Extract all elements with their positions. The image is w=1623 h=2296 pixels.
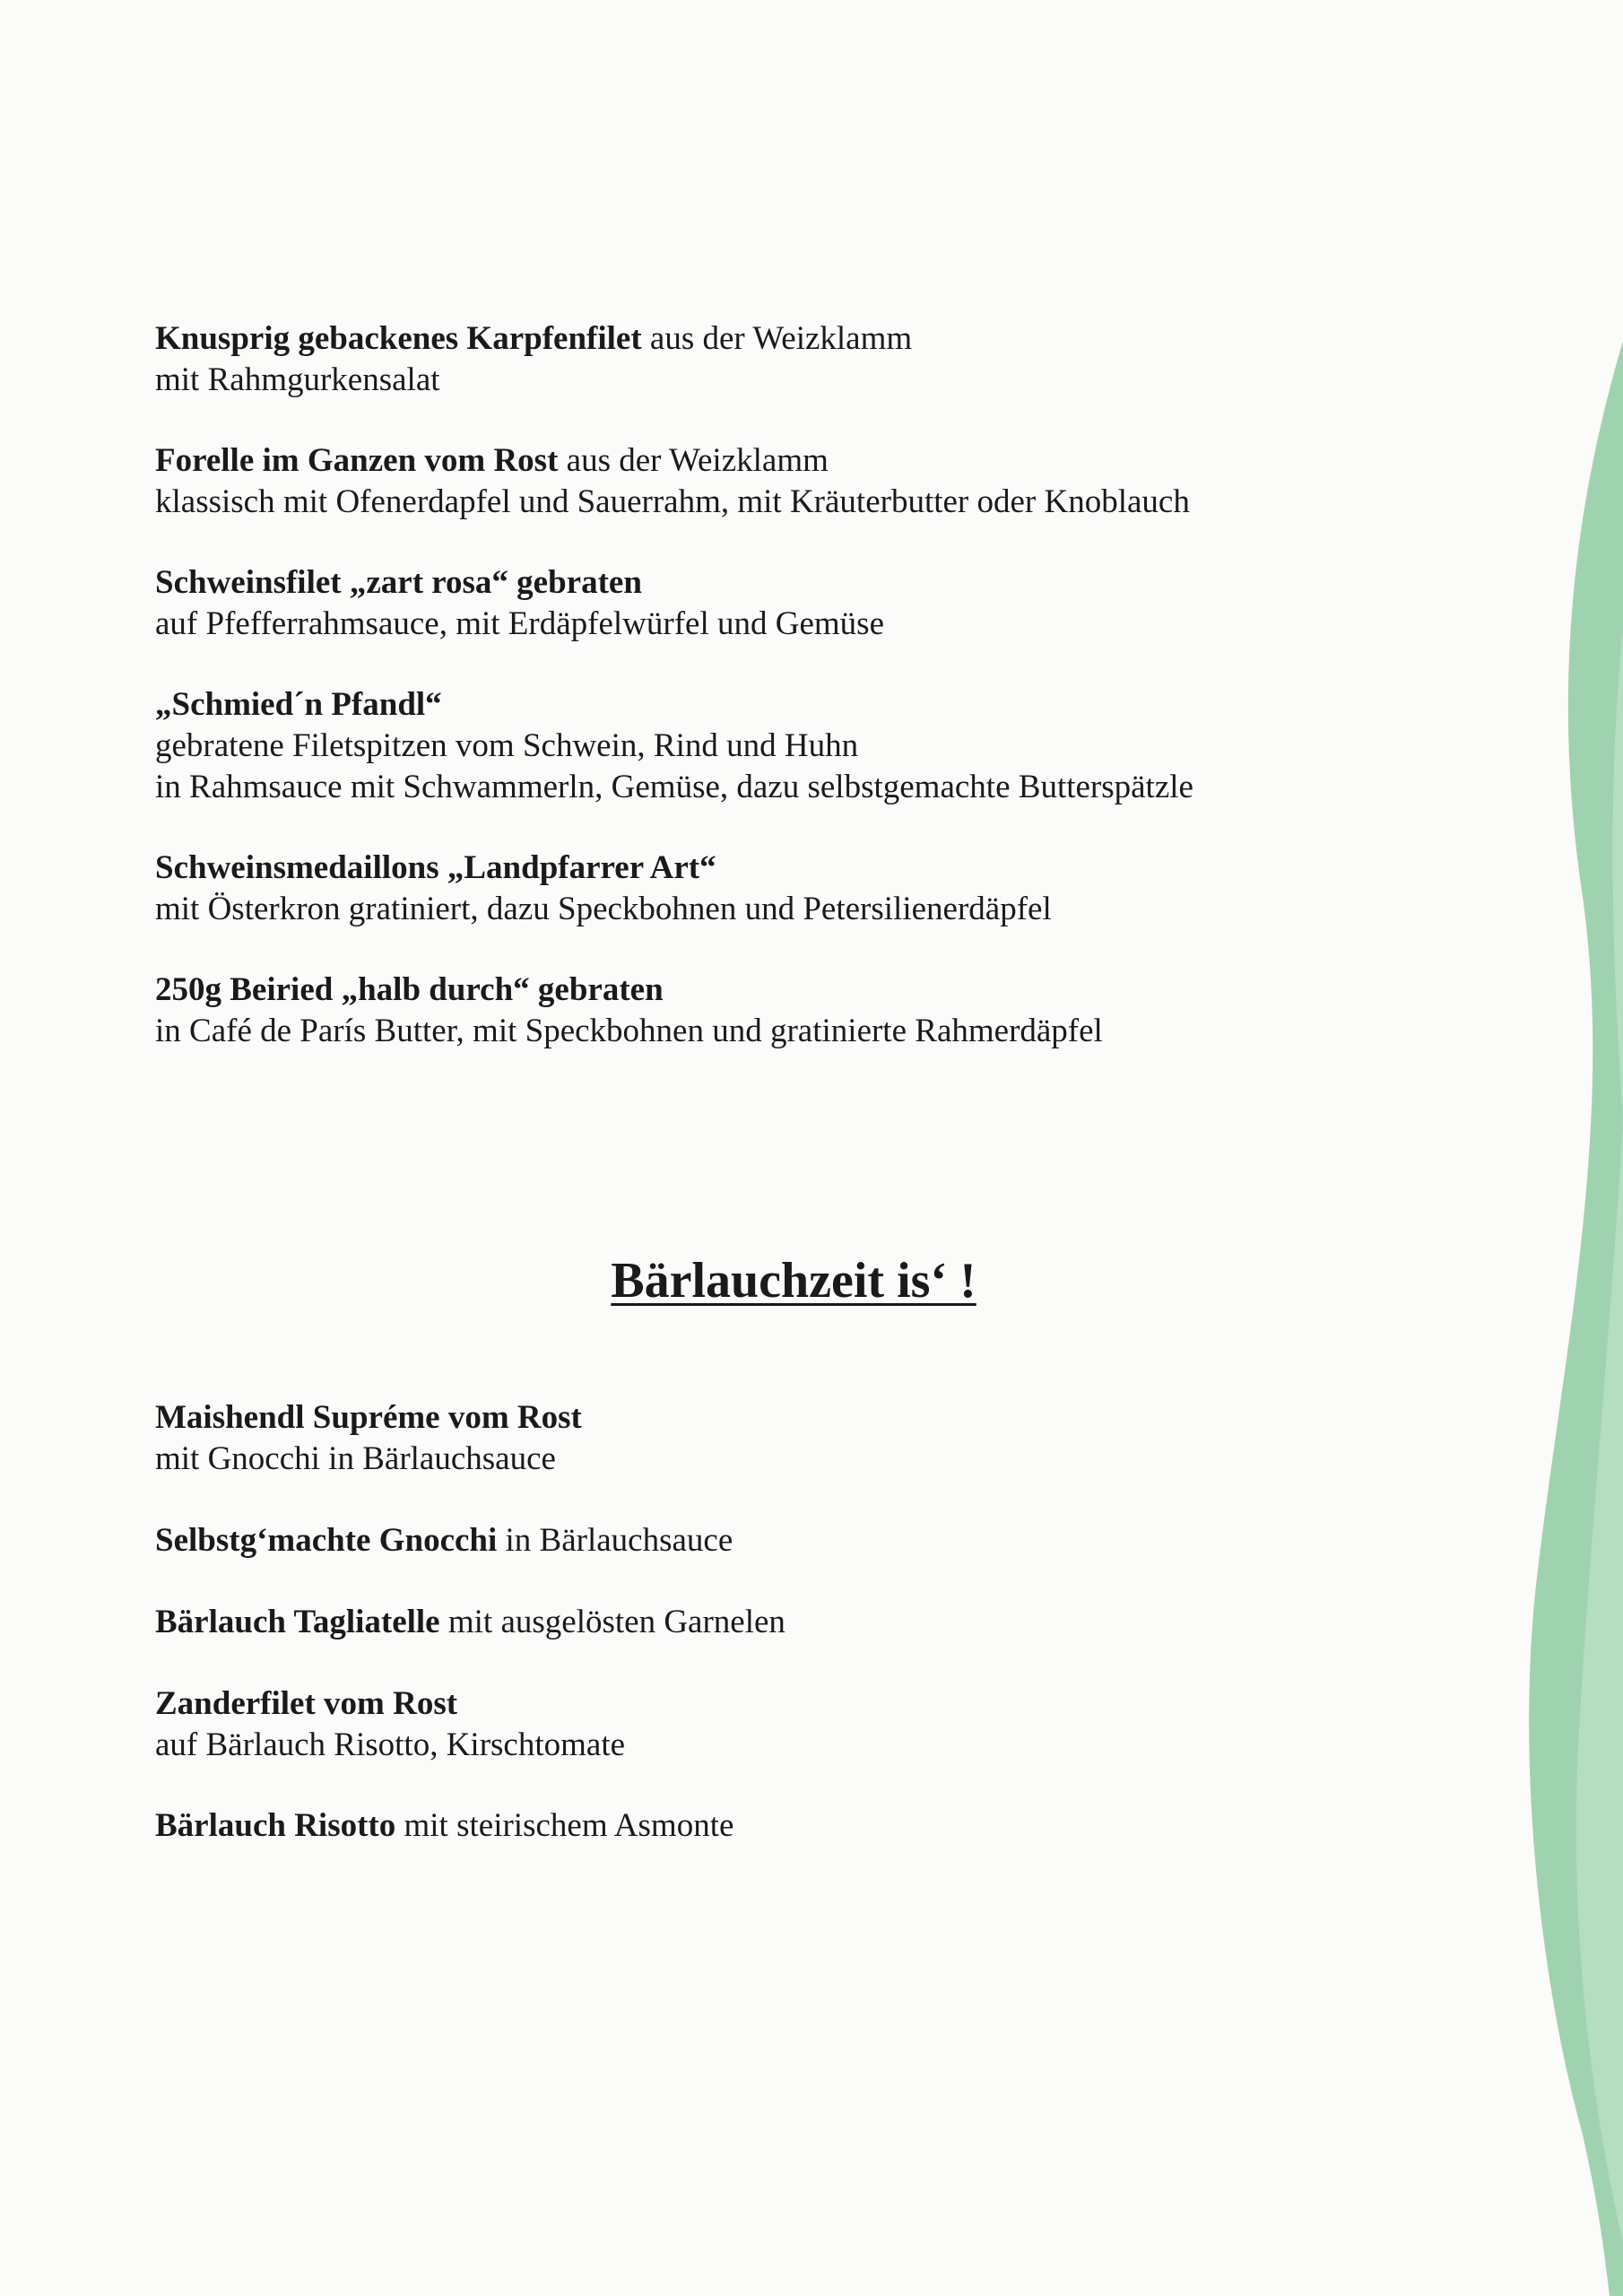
dish-name: Forelle im Ganzen vom Rost (155, 442, 559, 479)
menu-item (155, 684, 1193, 808)
dish-title-line (155, 440, 1190, 482)
dish-name: „Schmied´n Pfandl“ (155, 686, 442, 723)
dish-description: mit Österkron gratiniert, dazu Speckbohnen und Petersilienerdäpfel (155, 891, 1052, 927)
dish-title-line (155, 1602, 785, 1643)
dish-name: Maishendl Supréme vom Rost (155, 1399, 582, 1436)
menu-item (155, 1520, 733, 1561)
dish-description: auf Pfefferrahmsauce, mit Erdäpfelwürfel und Gemüse (155, 605, 884, 642)
dish-description: in Rahmsauce mit Schwammerln, Gemüse, dazu selbstgemachte Butterspätzle (155, 769, 1193, 805)
dish-title-line (155, 684, 1193, 726)
menu-item (155, 1683, 625, 1766)
dish-title-line (155, 848, 1052, 889)
menu-item (155, 318, 912, 401)
dish-title-line (155, 562, 884, 604)
dish-suffix: aus der Weizklamm (558, 442, 829, 479)
menu-item (155, 440, 1190, 523)
menu-item (155, 848, 1052, 930)
menu-item (155, 1397, 582, 1480)
dish-suffix: in Bärlauchsauce (497, 1522, 733, 1559)
dish-name: Knusprig gebackenes Karpfenfilet (155, 320, 642, 357)
dish-title-line (155, 1683, 625, 1725)
menu-item (155, 562, 884, 645)
dish-title-line (155, 318, 912, 360)
dish-description: in Café de París Butter, mit Speckbohnen und gratinierte Rahmerdäpfel (155, 1013, 1103, 1049)
dish-name: Selbstg‘machte Gnocchi (155, 1522, 498, 1559)
dish-name: Schweinsfilet „zart rosa“ gebraten (155, 564, 642, 601)
dish-description: klassisch mit Ofenerdapfel und Sauerrahm, mit Kräuterbutter oder Knoblauch (155, 483, 1190, 520)
dish-suffix: aus der Weizklamm (641, 320, 913, 357)
menu-item (155, 1805, 733, 1847)
section-heading: Bärlauchzeit is‘ ! (611, 1253, 976, 1309)
dish-description: gebratene Filetspitzen vom Schwein, Rind und Huhn (155, 727, 859, 764)
dish-description: mit Rahmgurkensalat (155, 361, 440, 398)
dish-name: Zanderfilet vom Rost (155, 1685, 458, 1722)
menu-item (155, 970, 1103, 1052)
dish-title-line (155, 1805, 733, 1847)
dish-description: auf Bärlauch Risotto, Kirschtomate (155, 1726, 626, 1763)
dish-name: Bärlauch Risotto (155, 1807, 396, 1844)
dish-name: 250g Beiried „halb durch“ gebraten (155, 971, 664, 1008)
menu-item (155, 1602, 785, 1643)
dish-suffix: mit steirischem Asmonte (395, 1807, 734, 1844)
dish-name: Bärlauch Tagliatelle (155, 1604, 440, 1640)
dish-description: mit Gnocchi in Bärlauchsauce (155, 1440, 556, 1477)
dish-title-line (155, 970, 1103, 1011)
dish-title-line (155, 1397, 582, 1439)
dish-name: Schweinsmedaillons „Landpfarrer Art“ (155, 849, 716, 886)
dish-suffix: mit ausgelösten Garnelen (439, 1604, 785, 1640)
dish-title-line (155, 1520, 733, 1561)
